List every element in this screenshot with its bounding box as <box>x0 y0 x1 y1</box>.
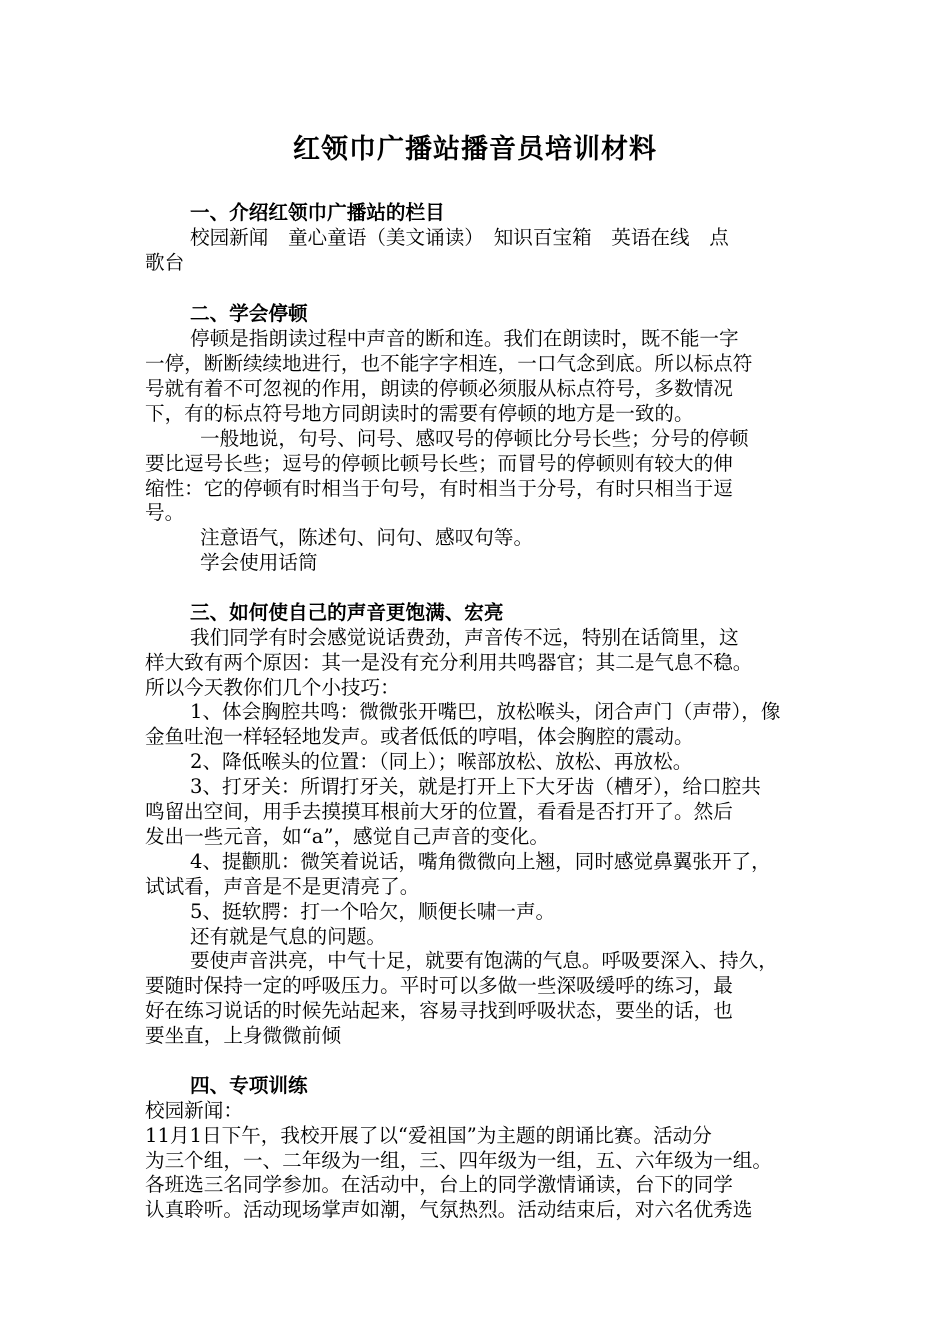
paragraph-line: 一停，断断续续地进行，也不能字字相连，一口气念到底。所以标点符 <box>145 352 753 375</box>
paragraph-line: 停顿是指朗读过程中声音的断和连。我们在朗读时，既不能一字 <box>190 327 739 350</box>
paragraph-line: 样大致有两个原因：其一是没有充分利用共鸣器官；其二是气息不稳。 <box>145 651 753 674</box>
paragraph-line: 校园新闻： <box>145 1099 243 1122</box>
paragraph-line: 为三个组，一、二年级为一组，三、四年级为一组，五、六年级为一组。 <box>145 1149 772 1172</box>
paragraph-line: 11月1日下午，我校开展了以“爱祖国”为主题的朗诵比赛。活动分 <box>145 1124 712 1147</box>
paragraph-line: 还有就是气息的问题。 <box>190 925 386 948</box>
section-heading-2: 二、学会停顿 <box>190 302 308 325</box>
paragraph-line: 各班选三名同学参加。在活动中，台上的同学激情诵读，台下的同学 <box>145 1173 733 1196</box>
section-heading-3: 三、如何使自己的声音更饱满、宏亮 <box>190 601 504 624</box>
paragraph-line: 1、体会胸腔共鸣：微微张开嘴巴，放松喉头，闭合声门（声带），像 <box>190 700 781 723</box>
paragraph-line: 发出一些元音，如“a”，感觉自己声音的变化。 <box>145 825 549 848</box>
paragraph-line: 鸣留出空间，用手去摸摸耳根前大牙的位置，看看是否打开了。然后 <box>145 800 733 823</box>
paragraph-line: 我们同学有时会感觉说话费劲，声音传不远，特别在话筒里，这 <box>190 626 739 649</box>
paragraph-line: 认真聆听。活动现场掌声如潮，气氛热烈。活动结束后，对六名优秀选 <box>145 1198 753 1221</box>
paragraph-line: 学会使用话筒 <box>200 551 318 574</box>
paragraph-line: 要使声音洪亮，中气十足，就要有饱满的气息。呼吸要深入、持久， <box>190 949 778 972</box>
paragraph-line: 要比逗号长些；逗号的停顿比顿号长些；而冒号的停顿则有较大的伸 <box>145 452 733 475</box>
paragraph-line: 号。 <box>145 501 185 524</box>
paragraph-line: 一般地说，句号、问号、感叹号的停顿比分号长些；分号的停顿 <box>200 427 749 450</box>
document-title: 红领巾广播站播音员培训材料 <box>293 134 657 165</box>
paragraph-line: 注意语气，陈述句、问句、感叹句等。 <box>200 526 534 549</box>
section-heading-4: 四、专项训练 <box>190 1074 308 1097</box>
paragraph-line: 3、打牙关：所谓打牙关，就是打开上下大牙齿（槽牙），给口腔共 <box>190 775 761 798</box>
paragraph-line: 所以今天教你们几个小技巧： <box>145 676 400 699</box>
paragraph-line: 校园新闻 童心童语（美文诵读） 知识百宝箱 英语在线 点 <box>190 226 729 249</box>
paragraph-line: 5、挺软腭：打一个哈欠，顺便长啸一声。 <box>190 900 556 923</box>
paragraph-line: 下，有的标点符号地方同朗读时的需要有停顿的地方是一致的。 <box>145 402 694 425</box>
section-heading-1: 一、介绍红领巾广播站的栏目 <box>190 201 445 224</box>
paragraph-line: 要坐直，上身微微前倾 <box>145 1024 341 1047</box>
paragraph-line: 好在练习说话的时候先站起来，容易寻找到呼吸状态，要坐的话，也 <box>145 999 733 1022</box>
paragraph-line: 歌台 <box>145 251 185 274</box>
paragraph-line: 号就有着不可忽视的作用，朗读的停顿必须服从标点符号，多数情况 <box>145 377 733 400</box>
paragraph-line: 试试看，声音是不是更清亮了。 <box>145 875 420 898</box>
paragraph-line: 要随时保持一定的呼吸压力。平时可以多做一些深吸缓呼的练习，最 <box>145 974 733 997</box>
paragraph-line: 缩性：它的停顿有时相当于句号，有时相当于分号，有时只相当于逗 <box>145 477 733 500</box>
paragraph-line: 2、降低喉头的位置：（同上）；喉部放松、放松、再放松。 <box>190 750 693 773</box>
paragraph-line: 金鱼吐泡一样轻轻地发声。或者低低的哼唱，体会胸腔的震动。 <box>145 725 694 748</box>
paragraph-line: 4、提颧肌：微笑着说话，嘴角微微向上翘，同时感觉鼻翼张开了， <box>190 850 771 873</box>
